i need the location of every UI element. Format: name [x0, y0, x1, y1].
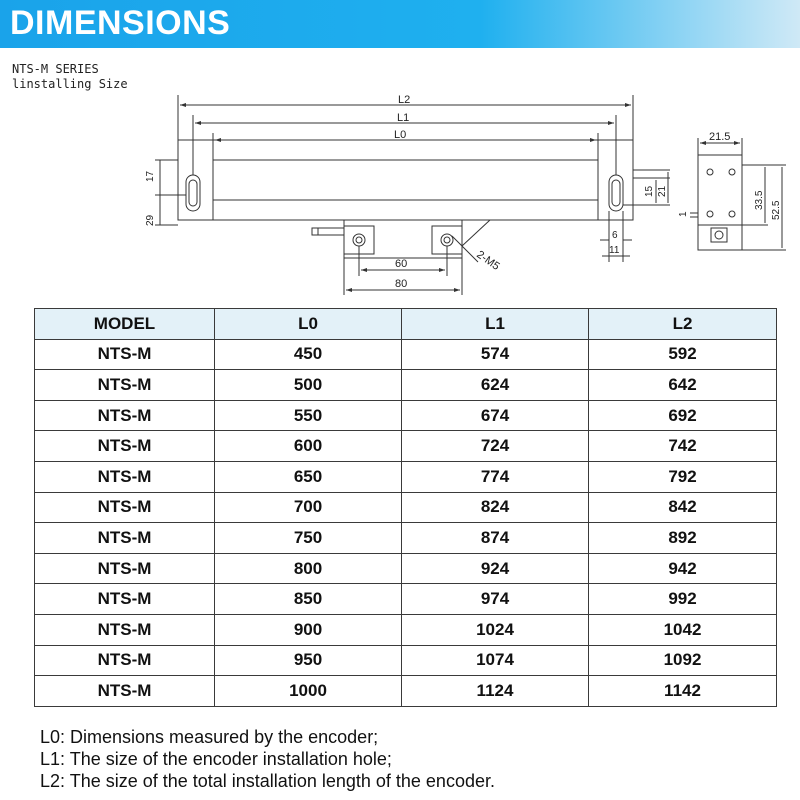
cell-l1: 924 [402, 553, 589, 584]
cell-model: NTS-M [35, 400, 215, 431]
cell-l2: 992 [589, 584, 777, 615]
dimension-drawing [0, 0, 800, 300]
cell-l1: 574 [402, 339, 589, 370]
cell-l0: 550 [215, 400, 402, 431]
cell-model: NTS-M [35, 339, 215, 370]
cell-l2: 592 [589, 339, 777, 370]
table-row [35, 431, 777, 462]
cell-l0: 750 [215, 523, 402, 554]
dim-17-label: 17 [145, 170, 156, 182]
cell-l0: 600 [215, 431, 402, 462]
cell-model: NTS-M [35, 676, 215, 707]
cell-l1: 774 [402, 461, 589, 492]
header-l1: L1 [402, 309, 589, 340]
dim-l1-label: L1 [397, 112, 410, 124]
cell-model: NTS-M [35, 584, 215, 615]
table-row [35, 400, 777, 431]
cell-l2: 792 [589, 461, 777, 492]
page-title: DIMENSIONS [10, 4, 231, 42]
cell-model: NTS-M [35, 431, 215, 462]
note-l0: L0: Dimensions measured by the encoder; [40, 727, 379, 747]
table-row [35, 461, 777, 492]
end-view-base [698, 225, 742, 250]
cell-l1: 874 [402, 523, 589, 554]
cell-l0: 850 [215, 584, 402, 615]
cell-l0: 650 [215, 461, 402, 492]
cell-model: NTS-M [35, 492, 215, 523]
cable [312, 228, 344, 235]
cell-l0: 700 [215, 492, 402, 523]
cell-model: NTS-M [35, 523, 215, 554]
cell-l0: 900 [215, 614, 402, 645]
cell-l0: 800 [215, 553, 402, 584]
dim-80-label: 80 [395, 278, 408, 290]
m5-thread-label: 2-M5 [474, 248, 502, 273]
table-row [35, 584, 777, 615]
dim-l0-label: L0 [394, 129, 407, 141]
table-row [35, 370, 777, 401]
dim-29-label: 29 [145, 214, 156, 226]
cell-l0: 1000 [215, 676, 402, 707]
dim-11-label: 11 [609, 245, 620, 256]
cell-l0: 500 [215, 370, 402, 401]
cell-l1: 674 [402, 400, 589, 431]
cell-l1: 824 [402, 492, 589, 523]
cell-l2: 742 [589, 431, 777, 462]
cell-model: NTS-M [35, 461, 215, 492]
note-l1: L1: The size of the encoder installation hole; [40, 749, 392, 769]
table-row [35, 523, 777, 554]
cell-l2: 1142 [589, 676, 777, 707]
cell-model: NTS-M [35, 370, 215, 401]
scale-body [178, 140, 633, 220]
header-l0: L0 [215, 309, 402, 340]
cell-l2: 692 [589, 400, 777, 431]
cell-model: NTS-M [35, 553, 215, 584]
note-l2: L2: The size of the total installation length of the encoder. [40, 771, 495, 791]
dim-60-label: 60 [395, 258, 408, 270]
cell-l2: 942 [589, 553, 777, 584]
cell-l1: 974 [402, 584, 589, 615]
cell-l2: 1042 [589, 614, 777, 645]
dimensions-table [34, 308, 777, 707]
table-row [35, 614, 777, 645]
dim-1-label: 1 [678, 211, 689, 217]
series-subtitle: linstalling Size [12, 77, 128, 91]
cell-l1: 1124 [402, 676, 589, 707]
cell-l0: 950 [215, 645, 402, 676]
dim-21-5-label: 21.5 [709, 131, 731, 143]
table-row [35, 645, 777, 676]
series-name: NTS-M SERIES [12, 62, 99, 76]
cell-l1: 624 [402, 370, 589, 401]
table-row [35, 492, 777, 523]
dim-l2-label: L2 [398, 94, 411, 106]
table-row [35, 553, 777, 584]
cell-l1: 1024 [402, 614, 589, 645]
dim-6-label: 6 [612, 230, 618, 241]
notes-block [40, 726, 495, 792]
table-header-row [35, 309, 777, 340]
table-row [35, 676, 777, 707]
cell-l1: 724 [402, 431, 589, 462]
dim-52-5-label: 52.5 [771, 200, 782, 220]
dim-33-5-label: 33.5 [754, 190, 765, 210]
header-l2: L2 [589, 309, 777, 340]
cell-l2: 642 [589, 370, 777, 401]
cell-l1: 1074 [402, 645, 589, 676]
cell-l2: 1092 [589, 645, 777, 676]
cell-model: NTS-M [35, 614, 215, 645]
dim-15-label: 15 [644, 185, 655, 197]
table-row [35, 339, 777, 370]
cell-l2: 892 [589, 523, 777, 554]
cell-l2: 842 [589, 492, 777, 523]
cell-model: NTS-M [35, 645, 215, 676]
dim-21-label: 21 [657, 185, 668, 197]
cell-l0: 450 [215, 339, 402, 370]
header-model: MODEL [35, 309, 215, 340]
